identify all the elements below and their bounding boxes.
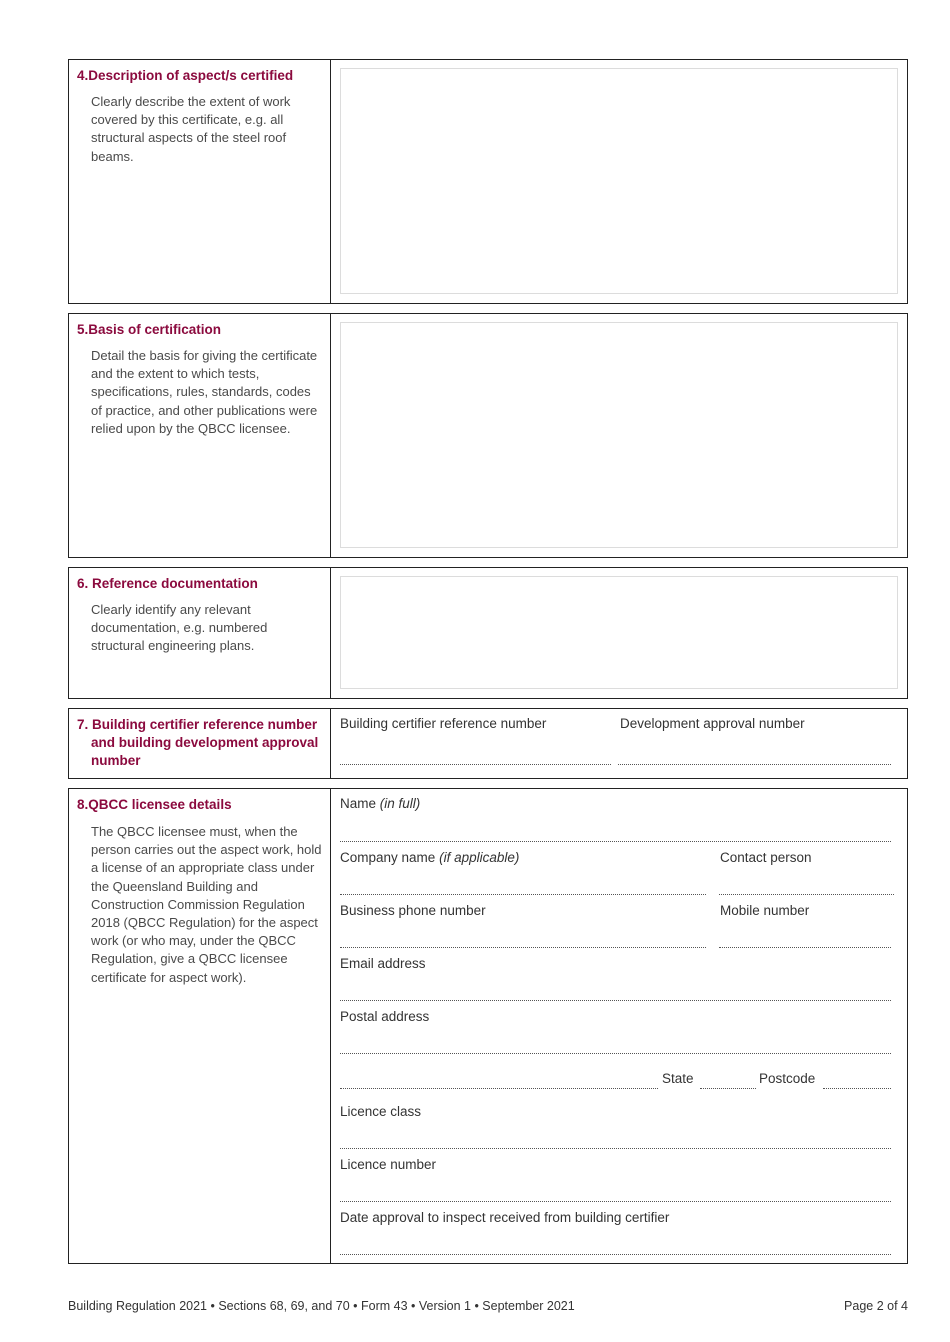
postal-address-field-line-1[interactable] <box>340 1053 891 1054</box>
section-6-label-panel <box>69 568 331 698</box>
section-6-title: 6. Reference documentation <box>77 576 258 591</box>
state-label: State <box>662 1071 694 1086</box>
company-name-label: Company name (if applicable) <box>340 850 520 865</box>
section-5-title: 5.Basis of certification <box>77 322 222 337</box>
postcode-label: Postcode <box>759 1071 816 1086</box>
section-6-description: Clearly identify any relevant documentation, e.g. numbered structural engineering plans. <box>91 602 268 654</box>
postal-address-label: Postal address <box>340 1009 430 1024</box>
licence-class-field[interactable] <box>340 1148 891 1149</box>
section-7-label-panel <box>69 709 331 778</box>
reference-documentation-input[interactable] <box>340 576 898 689</box>
basis-of-certification-input[interactable] <box>340 322 898 548</box>
section-8-description: The QBCC licensee must, when the person carries out the aspect work, hold a license of an appropriate class under the Queensland Building and Construction Commission Regulation 2018 (QBCC Regulation) for the aspect work (or who may, under the QBCC Regulation, give a QBCC licensee certificate for aspect work). <box>91 824 322 985</box>
section-6-field-panel <box>331 568 907 698</box>
email-address-label: Email address <box>340 956 426 971</box>
mobile-number-label: Mobile number <box>720 903 810 918</box>
postal-address-field-line-2[interactable] <box>340 1088 658 1089</box>
name-label: Name (in full) <box>340 796 421 811</box>
section-7-field-panel <box>331 709 907 778</box>
section-4-description: Clearly describe the extent of work covered by this certificate, e.g. all structural aspects of the steel roof beams. <box>91 94 291 164</box>
postcode-field[interactable] <box>823 1088 891 1089</box>
aspect-description-input[interactable] <box>340 68 898 294</box>
building-certifier-reference-field[interactable] <box>340 764 611 765</box>
section-4-title: 4.Description of aspect/s certified <box>77 68 294 83</box>
contact-person-label: Contact person <box>720 850 812 865</box>
section-8-label-panel <box>69 789 331 1263</box>
date-approval-field[interactable] <box>340 1254 891 1255</box>
company-name-field[interactable] <box>340 894 706 895</box>
section-5 <box>68 313 908 558</box>
section-7 <box>68 708 908 779</box>
licence-class-label: Licence class <box>340 1104 422 1119</box>
email-address-field[interactable] <box>340 1000 891 1001</box>
section-5-description: Detail the basis for giving the certificate and the extent to which tests, specifications, rules, standards, codes of practice, and other publications were relied upon by the QBCC licensee. <box>91 348 318 436</box>
name-field[interactable] <box>340 841 891 842</box>
building-certifier-reference-label: Building certifier reference number <box>340 716 547 731</box>
section-7-title: 7. Building certifier reference number and building development approval number <box>77 717 319 768</box>
mobile-number-field[interactable] <box>719 947 891 948</box>
business-phone-field[interactable] <box>340 947 706 948</box>
licence-number-field[interactable] <box>340 1201 891 1202</box>
state-field[interactable] <box>700 1088 756 1089</box>
date-approval-label: Date approval to inspect received from building certifier <box>340 1210 670 1225</box>
section-5-field-panel <box>331 314 907 557</box>
footer-text: Building Regulation 2021 • Sections 68, 69, and 70 • Form 43 • Version 1 • September 2021 <box>68 1299 575 1313</box>
licence-number-label: Licence number <box>340 1157 437 1172</box>
section-6 <box>68 567 908 699</box>
business-phone-label: Business phone number <box>340 903 486 918</box>
section-8 <box>68 788 908 1264</box>
section-4 <box>68 59 908 304</box>
page-number: Page 2 of 4 <box>844 1299 908 1313</box>
section-8-title: 8.QBCC licensee details <box>77 797 232 812</box>
development-approval-label: Development approval number <box>620 716 805 731</box>
section-4-label-panel <box>69 60 331 303</box>
section-4-field-panel <box>331 60 907 303</box>
section-5-label-panel <box>69 314 331 557</box>
contact-person-field[interactable] <box>719 894 894 895</box>
development-approval-field[interactable] <box>618 764 891 765</box>
section-8-field-panel <box>331 789 907 1263</box>
